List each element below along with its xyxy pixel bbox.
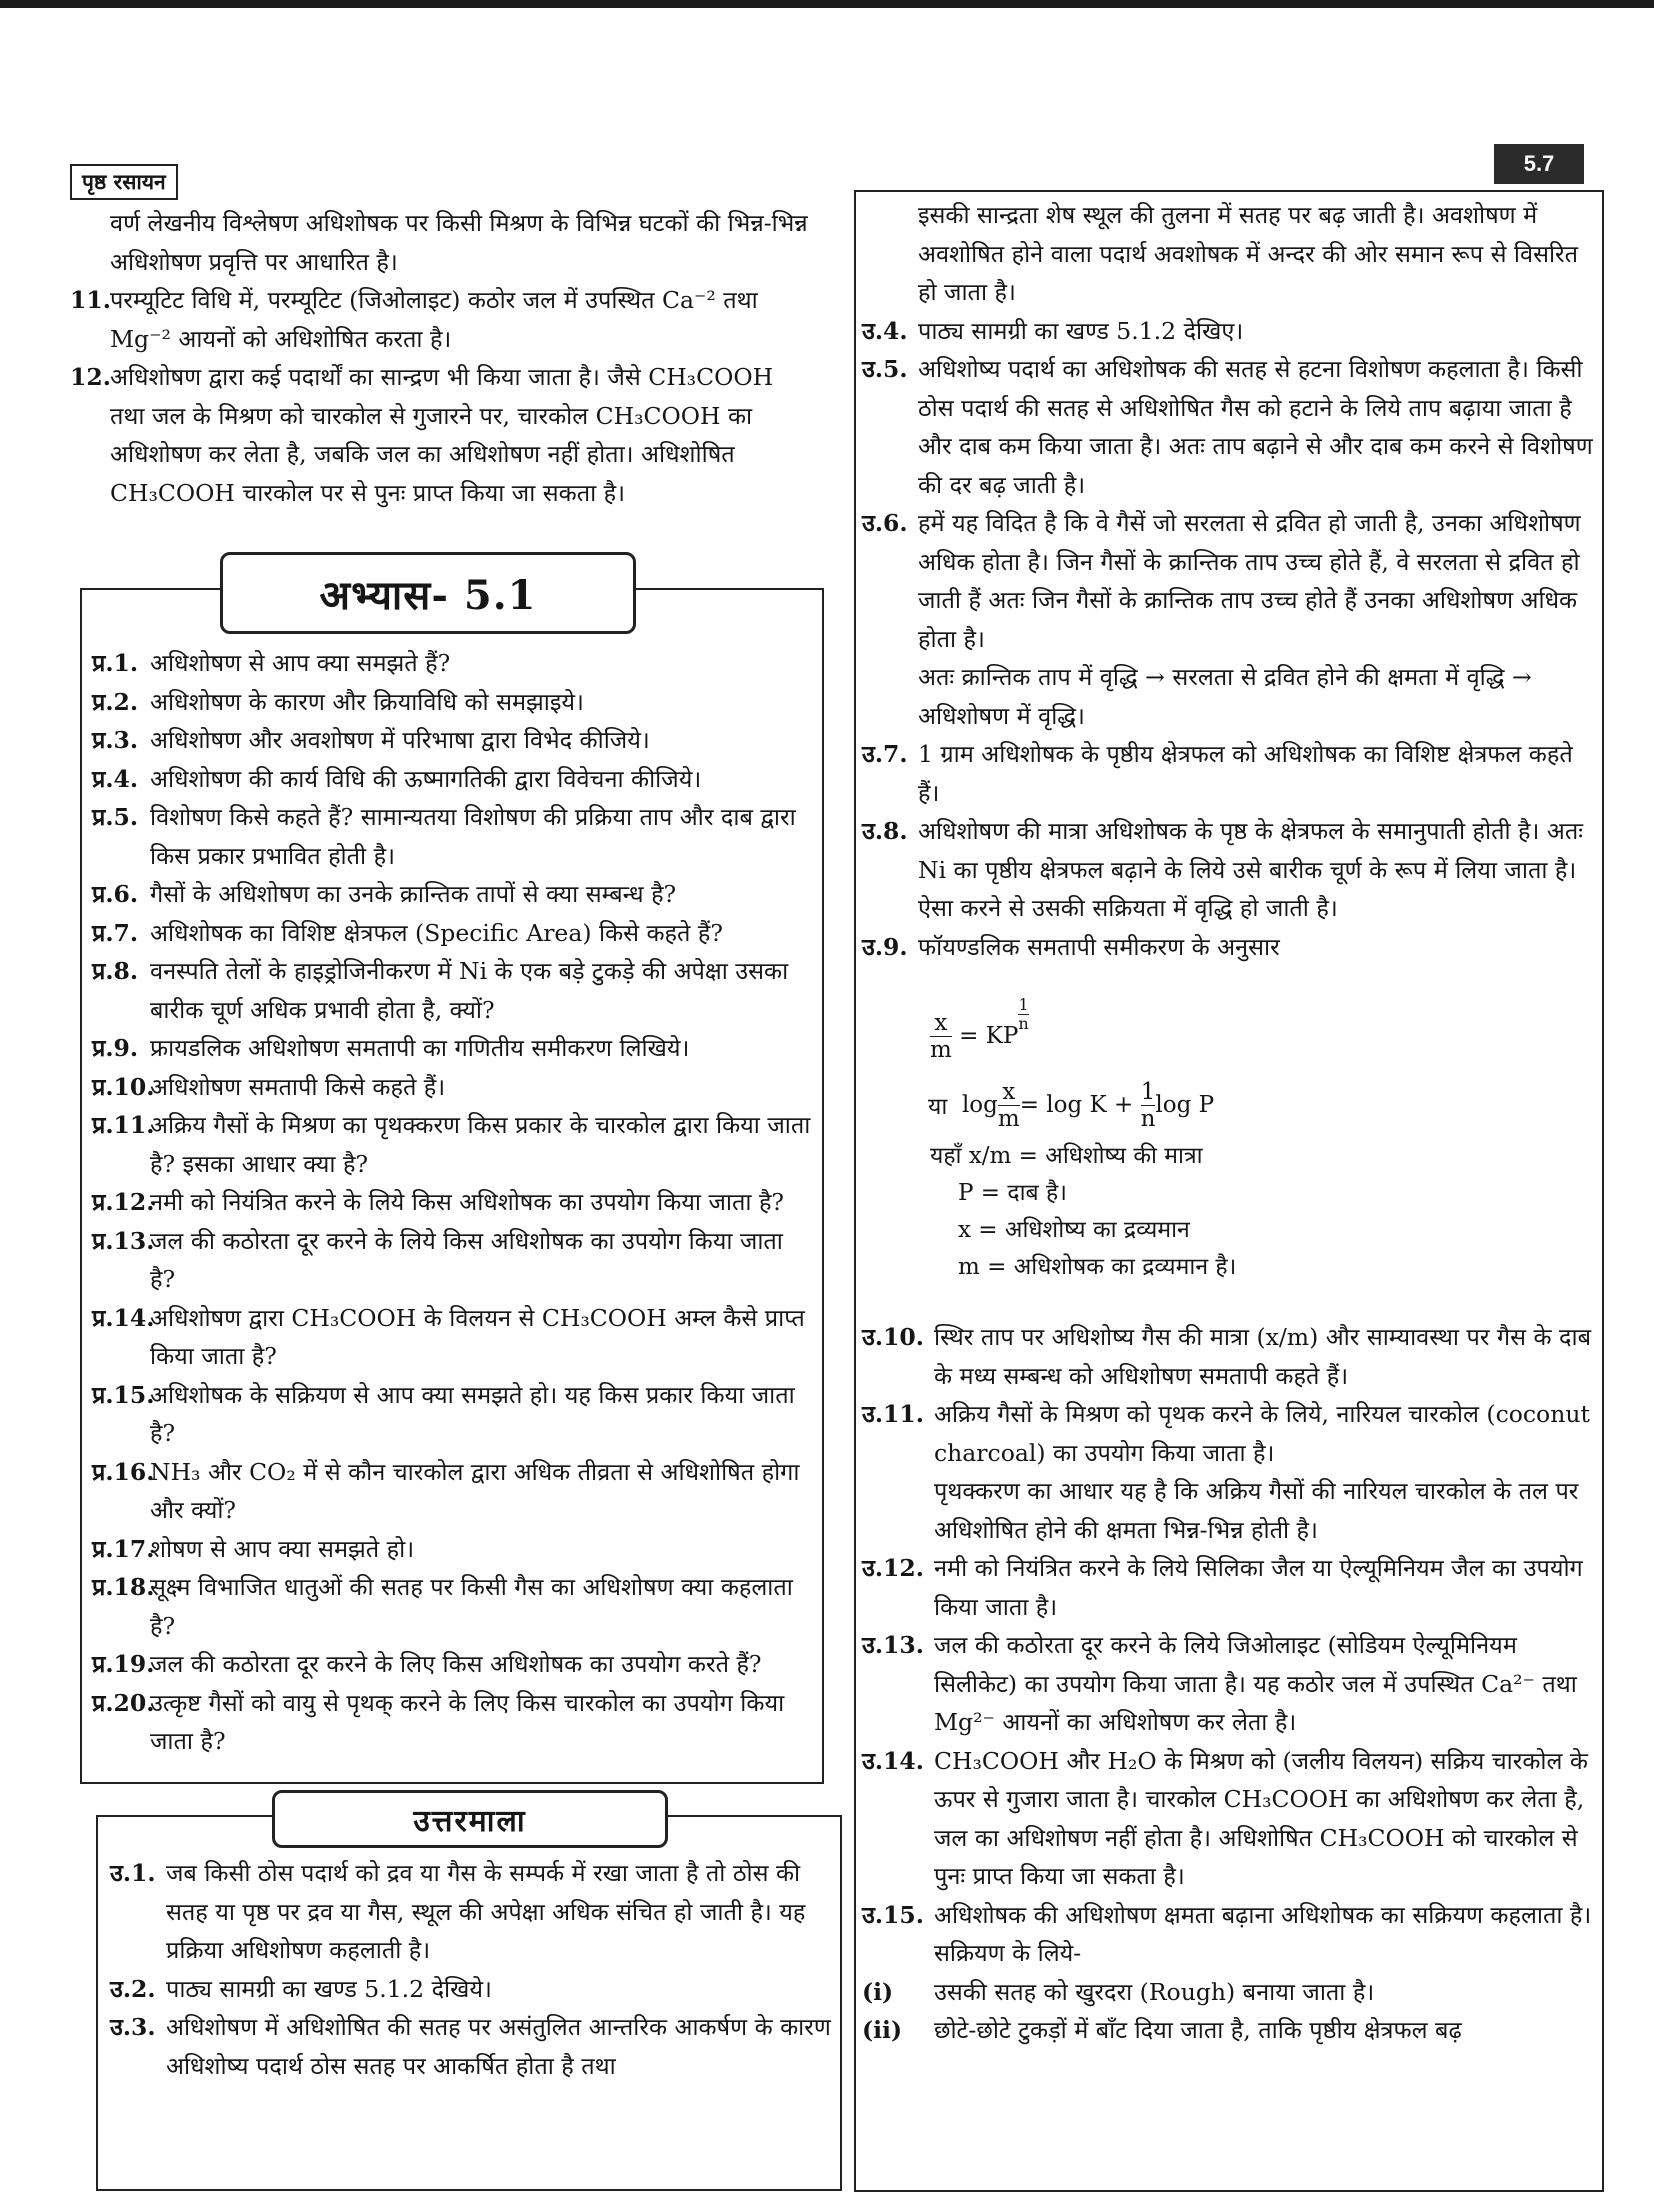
answer-item: [862, 350, 1594, 504]
question-item: [92, 683, 814, 722]
answer-item: [862, 312, 1594, 351]
question-number: प्र.13.: [92, 1226, 155, 1255]
answers-left: [110, 1854, 832, 2085]
question-text: अधिशोषण की कार्य विधि की ऊष्मागतिकी द्वारा विवेचना कीजिये।: [150, 764, 702, 793]
question-text: अधिशोषण द्वारा CH₃COOH के विलयन से CH₃COOH अम्ल कैसे प्राप्त किया जाता है?: [150, 1303, 805, 1370]
question-text: शोषण से आप क्या समझते हो।: [150, 1534, 415, 1563]
answer-number: उ.4.: [862, 316, 908, 345]
answer-number: उ.12.: [862, 1554, 924, 1582]
question-text: गैसों के अधिशोषण का उनके क्रान्तिक तापों से क्या सम्बन्ध है?: [150, 880, 677, 908]
answer-item: [862, 1318, 1594, 1395]
question-number: प्र.7.: [92, 918, 139, 947]
answer-number: उ.2.: [110, 1974, 156, 2003]
answer-text: 1 ग्राम अधिशोषक के पृष्ठीय क्षेत्रफल को अधिशोषक का विशिष्ट क्षेत्रफल कहते हैं।: [918, 740, 1573, 807]
question-text: NH₃ और CO₂ में से कौन चारकोल द्वारा अधिक तीव्रता से अधिशोषित होगा और क्यों?: [150, 1457, 800, 1524]
equation-definition: P = दाब है।: [958, 1180, 1067, 1206]
intro-item: [70, 281, 815, 358]
question-number: प्र.1.: [92, 649, 139, 677]
question-number: प्र.19.: [92, 1650, 155, 1678]
intro-text: परम्यूटिट विधि में, परम्यूटिट (जिओलाइट) कठोर जल में उपस्थित Ca⁻² तथा Mg⁻² आयनों को अधिशोषित करता है।: [110, 286, 758, 353]
question-item: [92, 1645, 814, 1684]
question-item: [92, 952, 814, 1029]
question-item: [92, 1453, 814, 1530]
equation-line-1: $\frac{x}{m}$ = KP $\frac{1}{n}$: [930, 994, 1029, 1063]
question-number: प्र.4.: [92, 764, 139, 793]
question-text: जल की कठोरता दूर करने के लिए किस अधिशोषक का उपयोग करते हैं?: [150, 1650, 762, 1678]
question-number: प्र.9.: [92, 1034, 139, 1062]
answer-number: उ.5.: [862, 355, 908, 383]
intro-text: वर्ण लेखनीय विश्लेषण अधिशोषक पर किसी मिश्रण के विभिन्न घटकों की भिन्न-भिन्न अधिशोषण प्रवृत्ति पर आधारित है।: [110, 209, 808, 276]
answer-item: [862, 196, 1594, 312]
answer-text: अधिशोष्य पदार्थ का अधिशोषक की सतह से हटना विशोषण कहलाता है। किसी ठोस पदार्थ की सतह से अधिशोषित गैस को हटाने के लिये ताप बढ़ाया जाता है और दाब कम किया जाता है। अतः ताप बढ़ाने से और दाब कम करने से विशोषण की दर बढ़ जाती है।: [918, 355, 1593, 499]
answer-text: इसकी सान्द्रता शेष स्थूल की तुलना में सतह पर बढ़ जाती है। अवशोषण में अवशोषित होने वाला पदार्थ अवशोषक में अन्दर की ओर समान रूप से विसरित हो जाता है।: [918, 201, 1579, 306]
question-item: [92, 1299, 814, 1376]
answers-title: उत्तरमाला: [272, 1790, 668, 1848]
answer-number: उ.7.: [862, 740, 908, 768]
question-item: [92, 1684, 814, 1761]
answer-text: अधिशोषण की मात्रा अधिशोषक के पृष्ठ के क्षेत्रफल के समानुपाती होती है। अतः Ni का पृष्ठीय क्षेत्रफल बढ़ाने के लिये उसे बारीक चूर्ण के रूप में लिया जाता है। ऐसा करने से उसकी सक्रियता में वृद्धि हो जाती है।: [918, 817, 1584, 922]
question-text: अधिशोषण समतापी किसे कहते हैं।: [150, 1072, 446, 1101]
answer-number: उ.3.: [110, 2013, 156, 2041]
question-item: [92, 1222, 814, 1299]
answer-text: स्थिर ताप पर अधिशोष्य गैस की मात्रा (x/m) और साम्यावस्था पर गैस के दाब के मध्य सम्बन्ध को अधिशोषण समतापी कहते हैं।: [934, 1323, 1591, 1390]
question-item: [92, 1183, 814, 1222]
intro-number: 12.: [70, 363, 111, 391]
answer-text: जब किसी ठोस पदार्थ को द्रव या गैस के सम्पर्क में रखा जाता है तो ठोस की सतह या पृष्ठ पर द्रव या गैस, स्थूल की अपेक्षा अधिक संचित हो जाती है। यह प्रक्रिया अधिशोषण कहलाती है।: [166, 1859, 806, 1964]
answer-text: छोटे-छोटे टुकड़ों में बाँट दिया जाता है, ताकि पृष्ठीय क्षेत्रफल बढ़: [934, 2016, 1462, 2044]
answer-number: उ.11.: [862, 1400, 924, 1428]
answer-text: पाठ्य सामग्री का खण्ड 5.1.2 देखिए।: [918, 316, 1244, 345]
answer-number: उ.15.: [862, 1900, 924, 1929]
question-item: [92, 721, 814, 760]
intro-text: अधिशोषण द्वारा कई पदार्थों का सान्द्रण भी किया जाता है। जैसे CH₃COOH तथा जल के मिश्रण को चारकोल से गुजारने पर, चारकोल CH₃COOH का अधिशोषण कर लेता है, जबकि जल का अधिशोषण नहीं होता। अधिशोषित CH₃COOH चारकोल पर से पुनः प्राप्त किया जा सकता है।: [110, 363, 774, 507]
answer-text: अक्रिय गैसों के मिश्रण को पृथक करने के लिये, नारियल चारकोल (coconut charcoal) का उपयोग किया जाता है।: [934, 1400, 1590, 1467]
question-number: प्र.17.: [92, 1534, 155, 1563]
question-text: अधिशोषक के सक्रियण से आप क्या समझते हो। यह किस प्रकार किया जाता है?: [150, 1380, 795, 1447]
question-number: प्र.3.: [92, 726, 139, 754]
answer-item: [862, 812, 1594, 928]
freundlich-equation: [928, 994, 1570, 1286]
answer-text: उसकी सतह को खुरदरा (Rough) बनाया जाता है।: [934, 1977, 1375, 2006]
left-intro: [70, 204, 815, 512]
question-item: [92, 644, 814, 683]
question-item: [92, 798, 814, 875]
answer-item: [862, 928, 1594, 967]
answer-item: [862, 1973, 1594, 2012]
equation-definition: m = अधिशोषक का द्रव्यमान है।: [958, 1254, 1237, 1280]
answer-number: उ.10.: [862, 1323, 924, 1351]
answer-text: पाठ्य सामग्री का खण्ड 5.1.2 देखिये।: [166, 1974, 492, 2003]
answer-item: [862, 1896, 1594, 1973]
answer-number: उ.1.: [110, 1859, 156, 1887]
answer-item: [110, 1970, 832, 2009]
answer-text: हमें यह विदित है कि वे गैसें जो सरलता से द्रवित हो जाती है, उनका अधिशोषण अधिक होता है। जिन गैसों के क्रान्तिक ताप उच्च होते हैं, वे सरलता से द्रवित हो जाती हैं अतः जिन गैसों के क्रान्तिक ताप उच्च होते हैं उनका अधिशोषण अधिक होता है।: [918, 509, 1581, 653]
question-number: प्र.15.: [92, 1380, 155, 1409]
question-number: प्र.6.: [92, 880, 139, 908]
question-number: प्र.14.: [92, 1303, 155, 1332]
intro-item: [70, 204, 815, 281]
question-text: अधिशोषण और अवशोषण में परिभाषा द्वारा विभेद कीजिये।: [150, 726, 650, 754]
equation-definitions: [930, 1138, 1570, 1286]
section-tag: पृष्ठ रसायन: [70, 164, 178, 200]
answer-item: [862, 658, 1594, 735]
top-rule: [0, 0, 1654, 8]
question-text: सूक्ष्म विभाजित धातुओं की सतह पर किसी गैस का अधिशोषण क्या कहलाता है?: [150, 1573, 793, 1640]
question-item: [92, 760, 814, 799]
question-item: [92, 875, 814, 914]
answer-item: [862, 1626, 1594, 1742]
question-item: [92, 1106, 814, 1183]
answer-text: अधिशोषण में अधिशोषित की सतह पर असंतुलित आन्तरिक आकर्षण के कारण अधिशोष्य पदार्थ ठोस सतह पर आकर्षित होता है तथा: [166, 2013, 831, 2080]
answer-item: [862, 2011, 1594, 2050]
question-number: प्र.16.: [92, 1457, 155, 1486]
answer-item: [862, 1472, 1594, 1549]
question-item: [92, 1568, 814, 1645]
answer-text: अतः क्रान्तिक ताप में वृद्धि → सरलता से द्रवित होने की क्षमता में वृद्धि → अधिशोषण में वृद्धि।: [918, 663, 1532, 730]
question-item: [92, 1376, 814, 1453]
answer-item: [110, 2008, 832, 2085]
answer-number: उ.9.: [862, 932, 908, 961]
answer-number: (ii): [862, 2016, 903, 2044]
answer-text: नमी को नियंत्रित करने के लिये सिलिका जैल या ऐल्यूमिनियम जैल का उपयोग किया जाता है।: [934, 1554, 1583, 1621]
answer-item: [110, 1854, 832, 1970]
question-text: वनस्पति तेलों के हाइड्रोजिनीकरण में Ni के एक बड़े टुकड़े की अपेक्षा उसका बारीक चूर्ण अधिक प्रभावी होता है, क्यों?: [150, 957, 789, 1024]
answer-number: उ.6.: [862, 509, 908, 537]
question-number: प्र.18.: [92, 1573, 155, 1601]
question-text: अधिशोषण के कारण और क्रियाविधि को समझाइये।: [150, 687, 584, 716]
question-number: प्र.5.: [92, 803, 139, 831]
page-number: 5.7: [1494, 144, 1584, 184]
answer-number: उ.14.: [862, 1746, 924, 1775]
question-text: फ्रायडलिक अधिशोषण समतापी का गणितीय समीकरण लिखिये।: [150, 1034, 690, 1062]
question-item: [92, 1530, 814, 1569]
equation-definition: यहाँ x/m = अधिशोष्य की मात्रा: [930, 1143, 1203, 1169]
equation-definition: x = अधिशोष्य का द्रव्यमान: [958, 1217, 1190, 1243]
question-number: प्र.2.: [92, 687, 139, 716]
question-text: नमी को नियंत्रित करने के लिये किस अधिशोषक का उपयोग किया जाता है?: [150, 1188, 785, 1216]
question-text: विशोषण किसे कहते हैं? सामान्यतया विशोषण की प्रक्रिया ताप और दाब द्वारा किस प्रकार प्रभावित होती है।: [150, 803, 796, 870]
answers-right-bottom: [862, 1318, 1594, 2050]
intro-number: 11.: [70, 286, 111, 314]
answer-item: [862, 504, 1594, 658]
intro-item: [70, 358, 815, 512]
answer-item: [862, 1742, 1594, 1896]
answer-text: जल की कठोरता दूर करने के लिये जिओलाइट (सोडियम ऐल्यूमिनियम सिलीकेट) का उपयोग किया जाता है। यह कठोर जल में उपस्थित Ca²⁻ तथा Mg²⁻ आयनों का अधिशोषण कर लेता है।: [934, 1631, 1577, 1736]
answer-text: अधिशोषक की अधिशोषण क्षमता बढ़ाना अधिशोषक का सक्रियण कहलाता है। सक्रियण के लिये-: [934, 1900, 1592, 1967]
question-number: प्र.8.: [92, 957, 139, 985]
question-number: प्र.11.: [92, 1111, 155, 1139]
question-number: प्र.20.: [92, 1688, 155, 1717]
question-text: अक्रिय गैसों के मिश्रण का पृथक्करण किस प्रकार के चारकोल द्वारा किया जाता है? इसका आधार क्या है?: [150, 1111, 811, 1178]
question-item: [92, 1068, 814, 1107]
answer-text: CH₃COOH और H₂O के मिश्रण को (जलीय विलयन) सक्रिय चारकोल के ऊपर से गुजारा जाता है। चारकोल CH₃COOH का अधिशोषण कर लेता है, जल का अधिशोषण नहीं होता है। अधिशोषित CH₃COOH को चारकोल से पुनः प्राप्त किया जा सकता है।: [934, 1746, 1588, 1890]
question-number: प्र.10.: [92, 1072, 155, 1101]
question-item: [92, 914, 814, 953]
answers-right-top: [862, 196, 1594, 966]
exponent-1-over-n: $\frac{1}{n}$: [1018, 994, 1029, 1033]
answer-item: [862, 735, 1594, 812]
answer-number: उ.8.: [862, 817, 908, 845]
question-text: जल की कठोरता दूर करने के लिये किस अधिशोषक का उपयोग किया जाता है?: [150, 1226, 783, 1293]
answer-item: [862, 1395, 1594, 1472]
answer-number: (i): [862, 1977, 894, 2006]
answer-number: उ.13.: [862, 1631, 924, 1659]
question-text: उत्कृष्ट गैसों को वायु से पृथक् करने के लिए किस चारकोल का उपयोग किया जाता है?: [150, 1688, 785, 1755]
answer-item: [862, 1549, 1594, 1626]
question-text: अधिशोषक का विशिष्ट क्षेत्रफल (Specific Area) किसे कहते हैं?: [150, 918, 723, 947]
x-over-m: $\frac{x}{m}$: [930, 1009, 952, 1063]
question-item: [92, 1029, 814, 1068]
answer-text: फॉयण्डलिक समतापी समीकरण के अनुसार: [918, 932, 1280, 961]
exercise-title: अभ्यास- 5.1: [220, 552, 636, 634]
answer-text: पृथक्करण का आधार यह है कि अक्रिय गैसों की नारियल चारकोल के तल पर अधिशोषित होने की क्षमता भिन्न-भिन्न होती है।: [934, 1477, 1579, 1544]
equation-line-2: या log $\frac{x}{m}$ = log K + $\frac{1}{n}$ log P: [928, 1078, 1215, 1132]
question-number: प्र.12.: [92, 1188, 155, 1216]
exercise-questions: [92, 644, 814, 1761]
question-text: अधिशोषण से आप क्या समझते हैं?: [150, 649, 451, 677]
